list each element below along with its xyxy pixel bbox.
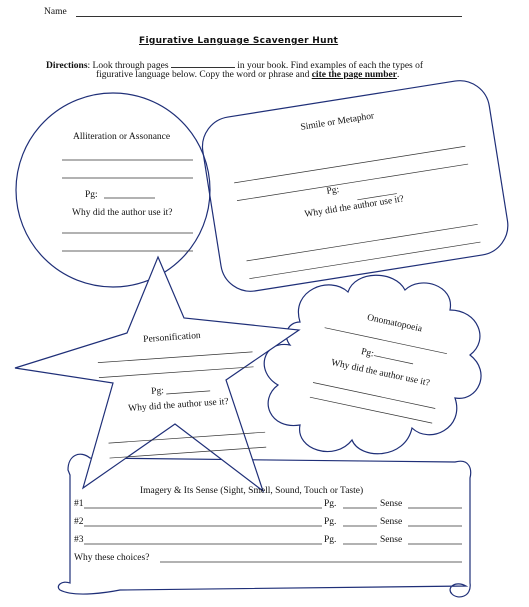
simile-pg-label: Pg: (325, 185, 340, 197)
imagery-row-2-pg: Pg. (324, 517, 337, 527)
imagery-row-1-num: #1 (74, 499, 84, 509)
onomatopoeia-pg-label: Pg: (360, 347, 375, 360)
onomatopoeia-heading: Onomatopoeia (366, 313, 423, 335)
directions-period: . (396, 70, 400, 80)
imagery-row-2-sense: Sense (380, 517, 403, 527)
alliteration-heading: Alliteration or Assonance (73, 132, 171, 142)
imagery-row-3-num: #3 (74, 535, 84, 545)
personification-star (15, 257, 299, 491)
simile-rounded-rect (198, 76, 512, 295)
personification-pg-label: Pg: (150, 386, 165, 397)
directions-text-cite: cite the page number (311, 70, 397, 80)
onomatopoeia-why: Why did the author use it? (330, 358, 431, 389)
directions-label: Directions (46, 61, 88, 71)
directions-line-2 (96, 71, 399, 81)
imagery-why: Why these choices? (74, 553, 150, 563)
onomatopoeia-cloud (264, 275, 481, 454)
personification-why: Why did the author use it? (127, 396, 229, 414)
imagery-row-1-sense: Sense (380, 499, 403, 509)
imagery-row-3-sense: Sense (380, 535, 403, 545)
directions-text-3: figurative language below. Copy the word or phrase and (96, 70, 310, 80)
simile-heading: Simile or Metaphor (299, 111, 375, 133)
imagery-scroll (58, 454, 470, 597)
name-label: Name (44, 7, 67, 17)
name-field[interactable] (76, 16, 462, 17)
imagery-row-1-pg: Pg. (324, 499, 337, 509)
alliteration-circle (16, 93, 210, 287)
page-title: Figurative Language Scavenger Hunt (139, 36, 339, 46)
imagery-row-3-pg: Pg. (324, 535, 337, 545)
directions-text-1: : Look through pages (87, 61, 169, 71)
imagery-row-2-num: #2 (74, 517, 84, 527)
imagery-heading: Imagery & Its Sense (Sight, Smell, Sound, Touch or Taste) (140, 486, 364, 496)
alliteration-pg-label: Pg: (85, 190, 98, 200)
personification-heading: Personification (142, 330, 202, 345)
simile-why: Why did the author use it? (303, 194, 405, 220)
directions-text-2: in your book. Find examples of each the types of (237, 61, 424, 71)
alliteration-why: Why did the author use it? (72, 208, 173, 218)
pages-blank[interactable] (171, 58, 235, 68)
